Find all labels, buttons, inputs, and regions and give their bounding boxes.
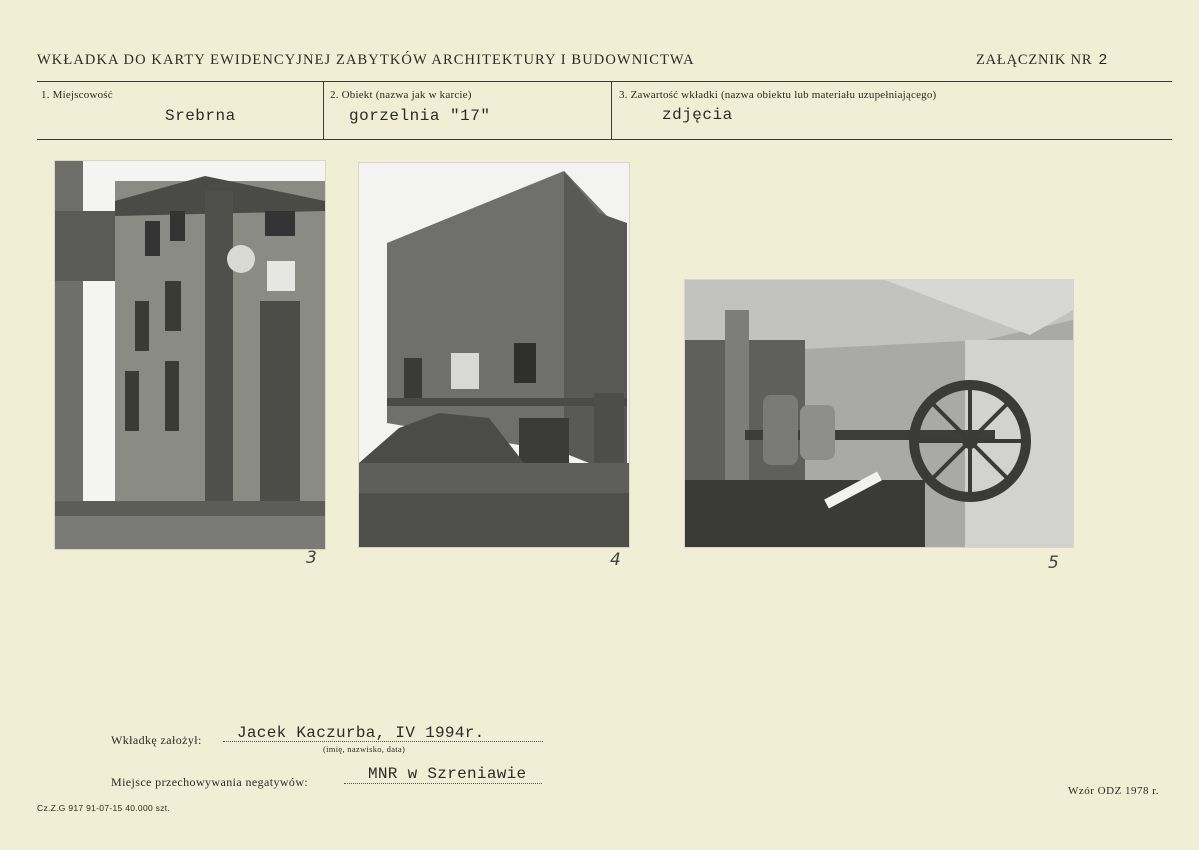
annex-label: ZAŁĄCZNIK NR 2: [976, 52, 1109, 69]
form-code: Wzór ODZ 1978 r.: [1068, 785, 1160, 797]
sheet-title: WKŁADKA DO KARTY EWIDENCYJNEJ ZABYTKÓW ARCHITEKTURY I BUDOWNICTWA: [37, 52, 695, 68]
object-label: 2. Obiekt (nazwa jak w karcie): [330, 89, 472, 101]
photo-flywheel-interior: [684, 279, 1074, 548]
object-value: gorzelnia "17": [349, 107, 491, 125]
negatives-value: MNR w Szreniawie: [368, 765, 527, 783]
locality-label: 1. Miejscowość: [41, 89, 113, 101]
negatives-label: Miejsce przechowywania negatywów:: [111, 775, 309, 789]
created-by-sublabel: (imię, nazwisko, data): [323, 744, 406, 754]
created-by-value: Jacek Kaczurba, IV 1994r.: [237, 724, 485, 742]
annex-number: 2: [1098, 52, 1109, 69]
header-bottom-rule: [37, 139, 1172, 140]
header-top-rule: [37, 81, 1172, 82]
photo-brick-building: [358, 162, 630, 548]
created-by-label: Wkładkę założył:: [111, 733, 202, 747]
field-divider-1: [323, 82, 324, 140]
photo-building-courtyard: [54, 160, 326, 550]
print-code: Cz.Z.G 917 91-07-15 40.000 szt.: [37, 803, 171, 813]
content-value: zdjęcia: [662, 106, 733, 124]
photo-number-3: 3: [306, 548, 317, 568]
photo-number-4: 4: [610, 550, 621, 570]
photo-number-5: 5: [1048, 553, 1059, 573]
negatives-dotline: [344, 783, 542, 784]
field-divider-2: [611, 82, 612, 140]
locality-value: Srebrna: [165, 107, 236, 125]
content-label: 3. Zawartość wkładki (nazwa obiektu lub materiału uzupełniającego): [619, 89, 937, 101]
